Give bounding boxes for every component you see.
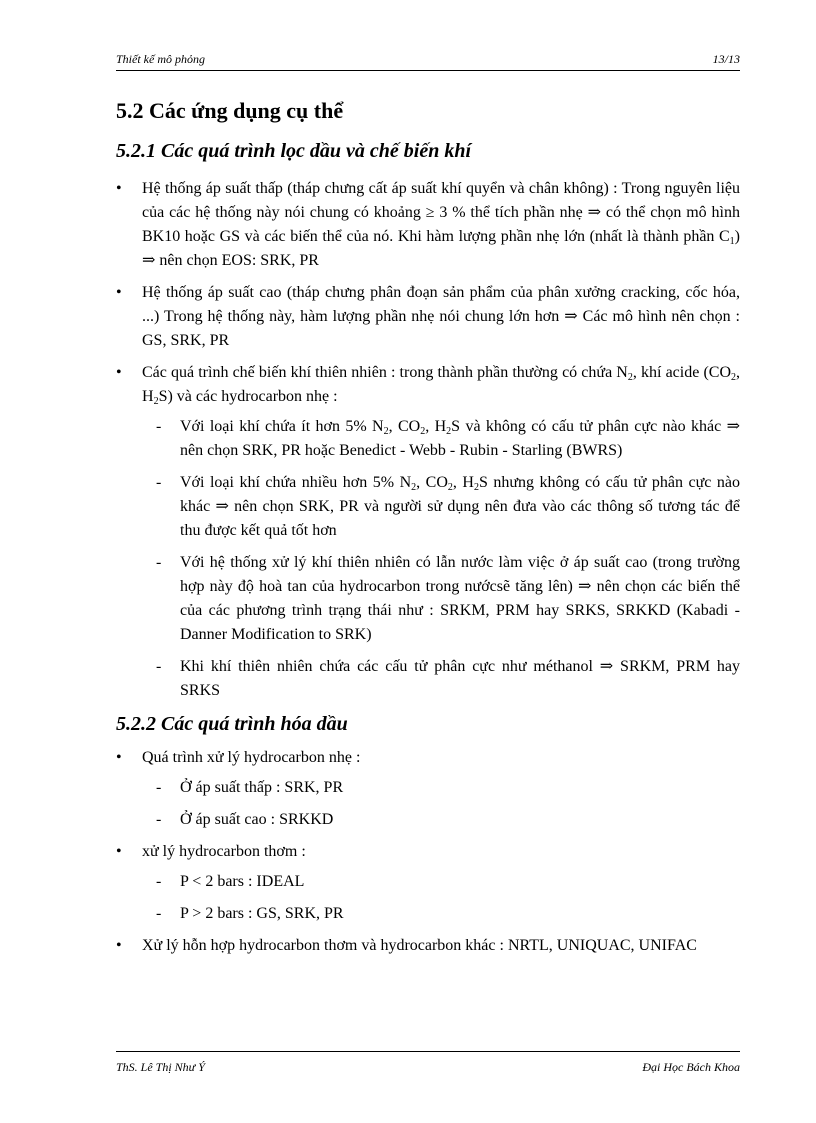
dash-item: - Với loại khí chứa ít hơn 5% $N_2$, $CO_2$, $H_2S$ và không có cấu tử phân cực nào khác ⇒ nên chọn SRK, PR hoặc Benedict ‑ Webb ‑ Rubin ‑ Starling (BWRS) (142, 415, 740, 463)
dash-icon: - (156, 905, 162, 922)
subsection-title-2: 5.2.2 Các quá trình hóa dầu (116, 713, 348, 735)
page-number: 13/13 (712, 52, 740, 66)
list-item: • Hệ thống áp suất thấp (tháp chưng cất áp suất khí quyển và chân không) : Trong nguyên liệu của các hệ thống này nói chung có khoảng ≥ 3 % thể tích phần nhẹ ⇒ có thể chọn mô hình BK10 hoặc GS và các biến thể của nó. Khi hàm lượng phần nhẹ lớn (nhất là thành phần $C_1$) ⇒ nên chọn EOS: SRK, PR (116, 177, 740, 273)
dash-item: - Với hệ thống xử lý khí thiên nhiên có lẫn nước làm việc ở áp suất cao (trong trường hợp này độ hoà tan của hydrocarbon trong nướcsẽ tăng lên) ⇒ nên chọn các biến thể của các phương trình trạng thái như : SRKM, PRM hay SRKS, SRKKD (Kabadi ‑ Danner Modification to SRK) (142, 551, 740, 647)
dash-item: - P < 2 bars : IDEAL (142, 870, 740, 894)
main-content (116, 98, 740, 966)
dash-list (142, 776, 740, 832)
bullet-icon: • (116, 284, 122, 301)
bullet-icon: • (116, 937, 122, 954)
dash-item: - Ở áp suất thấp : SRK, PR (142, 776, 740, 800)
dash-item: - Với loại khí chứa nhiều hơn 5% $N_2$, $CO_2$, $H_2S$ nhưng không có cấu tử phân cực nào khác ⇒ nên chọn SRK, PR và người sử dụng nên đưa vào các thông số tương tác để thu được kết quả tốt hơn (142, 471, 740, 543)
list-item: • Hệ thống áp suất cao (tháp chưng phân đoạn sản phẩm của phân xưởng cracking, cốc hóa, ...) Trong hệ thống này, hàm lượng phần nhẹ nói chung lớn hơn ⇒ Các mô hình nên chọn : GS, SRK, PR (116, 281, 740, 353)
dash-list (142, 415, 740, 703)
dash-icon: - (156, 474, 162, 491)
institution-name: Đại Học Bách Khoa (642, 1060, 740, 1074)
dash-icon: - (156, 779, 162, 796)
section-title: 5.2 Các ứng dụng cụ thể (116, 98, 344, 123)
bullet-list-2 (116, 746, 740, 958)
footer-rule (116, 1051, 740, 1052)
list-item: • Quá trình xử lý hydrocarbon nhẹ : - Ở áp suất thấp : SRK, PR - Ở áp suất cao : SRKKD (116, 746, 740, 832)
dash-icon: - (156, 554, 162, 571)
bullet-list-1 (116, 177, 740, 703)
page-header (116, 52, 740, 67)
dash-icon: - (156, 873, 162, 890)
bullet-icon: • (116, 364, 122, 381)
author-name: ThS. Lê Thị Như Ý (116, 1060, 205, 1074)
bullet-icon: • (116, 749, 122, 766)
dash-icon: - (156, 658, 162, 675)
dash-icon: - (156, 418, 162, 435)
subsection-title-1: 5.2.1 Các quá trình lọc dầu và chế biến khí (116, 140, 472, 162)
list-item: • xử lý hydrocarbon thơm : - P < 2 bars : IDEAL - P > 2 bars : GS, SRK, PR (116, 840, 740, 926)
dash-item: - Ở áp suất cao : SRKKD (142, 808, 740, 832)
dash-item: - Khi khí thiên nhiên chứa các cấu tử phân cực như méthanol ⇒ SRKM, PRM hay SRKS (142, 655, 740, 703)
dash-item: - P > 2 bars : GS, SRK, PR (142, 902, 740, 926)
dash-list (142, 870, 740, 926)
header-title: Thiết kế mô phỏng (116, 52, 205, 66)
list-item: • Các quá trình chế biến khí thiên nhiên : trong thành phần thường có chứa $N_2$, khí acide ($CO_2$, $H_2S$) và các hydrocarbon nhẹ : - Với loại khí chứa ít hơn 5% $N_2$, $CO_2$, $H_2S$ và không có cấu tử phân cực nào khác ⇒ nên chọn SRK, PR hoặc Benedict ‑ Webb ‑ Rubin ‑ Starling (BWRS) - Với loại khí chứa nhiều hơn 5% $N_2$, $CO_2$, $H_2S$ nhưng không có cấu tử phân cực nào khác ⇒ nên chọn SRK, PR và người sử dụng nên đưa vào các thông số tương tác để thu được kết quả tốt hơn - Với hệ thống xử lý khí thiên nhiên có lẫn nước làm việc ở áp suất cao (trong trường hợp này độ hoà tan của hydrocarbon trong nướcsẽ tăng lên) ⇒ nên chọn các biến thể của các phương trình trạng thái như : SRKM, PRM hay SRKS, SRKKD (Kabadi ‑ Danner Modification to SRK) - Khi khí thiên nhiên chứa các cấu tử phân cực như méthanol ⇒ SRKM, PRM hay SRKS (116, 361, 740, 703)
dash-icon: - (156, 811, 162, 828)
bullet-icon: • (116, 843, 122, 860)
page-footer (116, 1060, 740, 1075)
header-rule (116, 70, 740, 71)
list-item: • Xử lý hỗn hợp hydrocarbon thơm và hydrocarbon khác : NRTL, UNIQUAC, UNIFAC (116, 934, 740, 958)
bullet-icon: • (116, 180, 122, 197)
